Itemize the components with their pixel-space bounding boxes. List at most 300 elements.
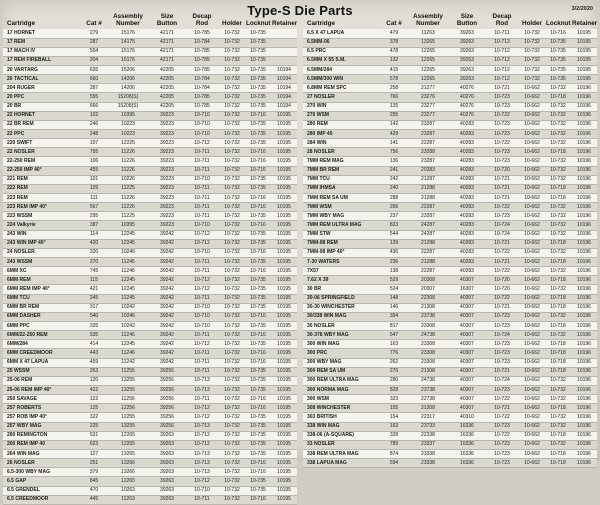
table-row [303,358,597,367]
value-cell: 10-710 [185,312,219,321]
value-cell: 40283 [449,175,485,184]
value-cell: 10194 [271,102,297,111]
value-cell: 378 [381,38,407,47]
value-cell: 10-732 [219,376,245,385]
value-cell: 10-732 [219,349,245,358]
value-cell: 39263 [149,477,185,486]
value-cell: 578 [381,75,407,84]
value-cell: 10223 [107,130,149,139]
cartridge-cell: 243 WSSM [3,257,81,266]
value-cell: 23337 [407,440,449,449]
value-cell: 39242 [149,276,185,285]
value-cell: 394 [381,312,407,321]
table-row [3,56,297,65]
value-cell: 23308 [407,340,449,349]
value-cell: 10-723 [485,422,519,431]
value-cell: 666 [81,102,107,111]
value-cell: 10-720 [485,276,519,285]
value-cell: 10-732 [219,413,245,422]
value-cell: 10195 [271,267,297,276]
value-cell: 10-718 [545,194,571,203]
value-cell: 10196 [571,404,597,413]
table-row [303,294,597,303]
table-row [3,139,297,148]
table-row [303,130,597,139]
value-cell: 10195 [271,239,297,248]
value-cell: 10-662 [519,257,545,266]
value-cell: 10195 [271,331,297,340]
value-cell: 10-732 [219,468,245,477]
value-cell: 10195 [271,340,297,349]
value-cell: 12255 [107,413,149,422]
value-cell: 142 [381,120,407,129]
value-cell: 10-735 [245,340,271,349]
value-cell: 10-712 [485,75,519,84]
cartridge-cell: 300 NORMA MAG [303,385,381,394]
table-row [3,194,297,203]
value-cell: 10-732 [219,148,245,157]
table-row [3,486,297,495]
cartridge-cell: 223 REM IMP 40° [3,203,81,212]
cartridge-cell: 308 WINCHESTER [303,404,381,413]
table-row [303,66,597,75]
value-cell: 11225 [107,184,149,193]
cartridge-cell: 6.5-300 WBY MAG [3,468,81,477]
value-cell: 39263 [449,75,485,84]
cartridge-cell: 257 ROB IMP 40° [3,413,81,422]
value-cell: 10-735 [245,75,271,84]
value-cell: 10-718 [545,321,571,330]
value-cell: 39263 [449,56,485,65]
value-cell: 10195 [271,175,297,184]
cartridge-cell: 300 PRC [303,349,381,358]
value-cell: 10195 [271,495,297,504]
cartridge-cell: 30 NOSLER [303,321,381,330]
value-cell: 10196 [571,212,597,221]
value-cell: 10194 [271,66,297,75]
value-cell: 114 [81,230,107,239]
table-row [303,331,597,340]
value-cell: 111 [81,194,107,203]
value-cell: 379 [81,468,107,477]
value-cell: 23308 [407,321,449,330]
table-row [303,367,597,376]
table-row [303,431,597,440]
table-row [303,111,597,120]
value-cell: 10-732 [219,395,245,404]
cartridge-cell: 6MM XC [3,267,81,276]
value-cell: 10-735 [545,56,571,65]
table-row [303,93,597,102]
value-cell: 39263 [149,459,185,468]
value-cell: 10246 [107,248,149,257]
value-cell: 39242 [149,257,185,266]
value-cell: 10195 [271,285,297,294]
value-cell: 10-716 [245,395,271,404]
value-cell [271,29,297,38]
value-cell: 10-712 [185,230,219,239]
cartridge-cell: 17 MACH IV [3,47,81,56]
table-row [3,468,297,477]
value-cell: 40307 [449,340,485,349]
value-cell: 24738 [407,376,449,385]
value-cell: 10-662 [519,285,545,294]
cartridge-cell: 6.5MM-06 [303,38,381,47]
value-cell: 10-716 [245,203,271,212]
value-cell: 10-735 [245,367,271,376]
value-cell: 635 [81,66,107,75]
value-cell: 479 [381,29,407,38]
value-cell: 10-735 [245,29,271,38]
value-cell: 10-784 [185,84,219,93]
cartridge-cell: 6MM X 47 LAPUA [3,358,81,367]
cartridge-cell: 6.5 GRENDEL [3,486,81,495]
value-cell: 10195 [271,276,297,285]
value-cell: 10-735 [245,84,271,93]
value-cell: 10-732 [545,248,571,257]
cartridge-cell: 22 HORNET [3,111,81,120]
value-cell: 10-732 [219,38,245,47]
value-cell: 10-662 [519,312,545,321]
column-header: Holder [522,20,542,28]
value-cell: 10-718 [545,294,571,303]
table-row [303,47,597,56]
value-cell: 11256 [107,395,149,404]
value-cell: 10-710 [185,221,219,230]
table-row [3,66,297,75]
value-cell: 10196 [571,340,597,349]
value-cell: 39242 [149,331,185,340]
value-cell: 10-732 [219,175,245,184]
value-cell: 10395 [107,221,149,230]
right-table-body [303,29,597,467]
value-cell: 10-711 [185,184,219,193]
value-cell: 39242 [149,267,185,276]
cartridge-cell: 338 WIN MAG [303,422,381,431]
value-cell: 10-732 [219,312,245,321]
value-cell: 20308 [407,276,449,285]
value-cell: 23276 [407,93,449,102]
cartridge-cell: 243 WIN [3,230,81,239]
value-cell: 39242 [149,239,185,248]
value-cell: 10-723 [485,212,519,221]
value-cell: 10-718 [545,303,571,312]
value-cell: 10195 [271,395,297,404]
value-cell: 10-724 [485,331,519,340]
value-cell: 10195 [571,66,597,75]
value-cell: 10-735 [245,47,271,56]
value-cell: 10-735 [545,66,571,75]
value-cell: 594 [381,459,407,468]
value-cell: 10195 [271,422,297,431]
value-cell: 39263 [149,468,185,477]
value-cell: 10-718 [545,449,571,458]
value-cell: 504 [81,47,107,56]
value-cell: 10-711 [185,495,219,504]
value-cell: 40283 [449,166,485,175]
value-cell: 10-735 [245,422,271,431]
value-cell: 10-662 [519,267,545,276]
value-cell: 10242 [107,303,149,312]
value-cell: 10-710 [185,248,219,257]
table-row [303,422,597,431]
table-row [303,166,597,175]
table-row [3,148,297,157]
value-cell: 16336 [449,459,485,468]
cartridge-cell: 17 REM FIREBALL [3,56,81,65]
value-cell: 10-732 [519,38,545,47]
value-cell: 39223 [149,111,185,120]
value-cell: 11226 [107,166,149,175]
value-cell: 10-721 [485,184,519,193]
left-parts-table [3,13,297,505]
value-cell: 10195 [271,230,297,239]
value-cell: 40307 [449,349,485,358]
value-cell: 10-732 [219,221,245,230]
cartridge-cell: 6.5MM X 55 S.M. [303,56,381,65]
value-cell: 40307 [449,395,485,404]
value-cell: 10-662 [519,431,545,440]
value-cell: 288 [381,194,407,203]
value-cell: 10-724 [485,376,519,385]
value-cell: 470 [81,486,107,495]
value-cell: 10196 [571,239,597,248]
cartridge-cell: 20 BR [3,102,81,111]
value-cell: 10-735 [545,75,571,84]
value-cell: 10195 [271,120,297,129]
value-cell: 23288 [407,148,449,157]
value-cell: 122 [81,395,107,404]
value-cell: 22287 [407,267,449,276]
table-row [3,93,297,102]
value-cell: 16336 [449,422,485,431]
value-cell: 115 [81,276,107,285]
value-cell: 106 [81,157,107,166]
value-cell: 10-732 [545,120,571,129]
value-cell: 266 [381,203,407,212]
value-cell: 10196 [571,130,597,139]
value-cell: 11245 [107,257,149,266]
value-cell: 23287 [407,120,449,129]
value-cell: 12265 [107,477,149,486]
value-cell: 10-732 [545,440,571,449]
cartridge-cell: 222 REM [3,184,81,193]
table-row [3,477,297,486]
table-row [303,312,597,321]
table-row [3,349,297,358]
value-cell: 10195 [271,212,297,221]
cartridge-cell: 260 REMINGTON [3,431,81,440]
value-cell: 10-732 [219,267,245,276]
value-cell: 12265 [407,66,449,75]
value-cell: 10195 [271,130,297,139]
value-cell: 23338 [407,449,449,458]
value-cell: 10-732 [519,56,545,65]
value-cell: 10-711 [185,267,219,276]
table-row [303,248,597,257]
value-cell: 40307 [449,358,485,367]
value-cell: 10-662 [519,93,545,102]
value-cell: 10-721 [485,194,519,203]
value-cell: 10-711 [185,166,219,175]
value-cell: 11226 [107,148,149,157]
value-cell: 10-662 [519,276,545,285]
value-cell: 39263 [149,440,185,449]
cartridge-cell: 7MM STW [303,230,381,239]
value-cell: 39263 [149,449,185,458]
value-cell: 10-723 [485,340,519,349]
cartridge-cell: 220 SWIFT [3,139,81,148]
value-cell: 10196 [571,285,597,294]
value-cell: 40283 [449,221,485,230]
value-cell: 23308 [407,349,449,358]
value-cell: 39263 [449,47,485,56]
value-cell: 40283 [449,257,485,266]
table-row [3,120,297,129]
value-cell: 10196 [571,102,597,111]
value-cell: 10-732 [219,93,245,102]
value-cell [271,56,297,65]
table-row [303,139,597,148]
value-cell: 10-732 [219,486,245,495]
value-cell: 10-735 [245,212,271,221]
value-cell: 10-712 [185,340,219,349]
column-header: Size Button [156,13,178,28]
value-cell: 13265 [107,449,149,458]
value-cell: 422 [81,385,107,394]
value-cell: 10195 [271,303,297,312]
value-cell: 320 [81,248,107,257]
value-cell: 39223 [149,130,185,139]
value-cell: 40283 [449,239,485,248]
value-cell: 10196 [571,358,597,367]
value-cell: 10196 [571,194,597,203]
value-cell: 436 [381,248,407,257]
value-cell: 10196 [571,230,597,239]
value-cell: 42205 [149,102,185,111]
cartridge-cell: 7MM IHMSA [303,184,381,193]
table-row [3,376,297,385]
table-row [3,331,297,340]
column-header: Cat # [386,20,402,28]
value-cell: 10-735 [245,449,271,458]
value-cell: 40283 [449,203,485,212]
value-cell: 16307 [449,285,485,294]
value-cell: 10-662 [519,184,545,193]
value-cell: 10196 [571,312,597,321]
value-cell: 10-735 [245,130,271,139]
value-cell: 10-732 [545,267,571,276]
value-cell: 10-732 [219,294,245,303]
value-cell: 39223 [149,203,185,212]
value-cell: 39242 [149,294,185,303]
value-cell: 10-710 [185,303,219,312]
value-cell: 10196 [571,422,597,431]
value-cell: 248 [81,130,107,139]
table-row [303,349,597,358]
page-date: 3/2/2020 [571,6,593,12]
value-cell: 10-722 [485,431,519,440]
cartridge-cell: 284 WIN [303,139,381,148]
value-cell: 10-732 [219,257,245,266]
value-cell: 776 [381,349,407,358]
value-cell: 420 [81,239,107,248]
value-cell: 10-732 [219,340,245,349]
value-cell: 39256 [149,395,185,404]
value-cell: 39242 [149,303,185,312]
value-cell: 10195 [271,486,297,495]
value-cell: 10-732 [545,139,571,148]
value-cell: 10195 [271,431,297,440]
value-cell: 23287 [407,157,449,166]
cartridge-cell: 6.5MM/300 WIN [303,75,381,84]
cartridge-cell: 338 LAPUA MAG [303,459,381,468]
table-row [3,75,297,84]
value-cell: 39242 [149,358,185,367]
value-cell: 39256 [149,413,185,422]
value-cell: 12245 [107,230,149,239]
value-cell: 10-732 [519,75,545,84]
cartridge-cell: 30-30 WINCHESTER [303,303,381,312]
value-cell: 22317 [407,413,449,422]
cartridge-cell: 6.5MM/284 [303,66,381,75]
value-cell: 11226 [107,157,149,166]
value-cell: 10-662 [519,239,545,248]
value-cell: 10195 [271,321,297,330]
value-cell: 10-718 [545,404,571,413]
value-cell: 10-662 [519,413,545,422]
value-cell: 14206 [107,84,149,93]
value-cell: 10-732 [219,248,245,257]
value-cell: 22287 [407,203,449,212]
value-cell: 766 [381,93,407,102]
value-cell: 10-732 [219,203,245,212]
value-cell: 10-732 [545,130,571,139]
value-cell: 12265 [407,47,449,56]
value-cell: 16336 [449,440,485,449]
cartridge-cell: 257 ROBERTS [3,404,81,413]
value-cell: 10-713 [185,376,219,385]
cartridge-cell: 303 BRITISH [303,413,381,422]
value-cell: 42171 [149,47,185,56]
cartridge-cell: 6MM/284 [3,340,81,349]
value-cell: 10-735 [545,47,571,56]
value-cell: 39223 [149,175,185,184]
value-cell: 10195 [271,440,297,449]
cartridge-cell: 28 NOSLER [303,148,381,157]
value-cell: 10-732 [219,449,245,458]
value-cell: 10-662 [519,194,545,203]
table-row [3,431,297,440]
value-cell: 10-722 [485,248,519,257]
table-row [303,120,597,129]
value-cell: 10-718 [545,257,571,266]
value-cell: 24738 [407,331,449,340]
value-cell: 10-662 [519,157,545,166]
value-cell: 10-735 [245,184,271,193]
value-cell: 12265 [407,56,449,65]
value-cell: 11263 [407,29,449,38]
value-cell: 10196 [571,349,597,358]
value-cell: 263 [81,367,107,376]
value-cell: 12265 [107,431,149,440]
value-cell: 23738 [407,312,449,321]
value-cell: 10196 [571,376,597,385]
value-cell: 10196 [571,221,597,230]
value-cell: 317 [81,303,107,312]
value-cell: 255 [381,111,407,120]
cartridge-cell: 7MM-08 REM [303,239,381,248]
